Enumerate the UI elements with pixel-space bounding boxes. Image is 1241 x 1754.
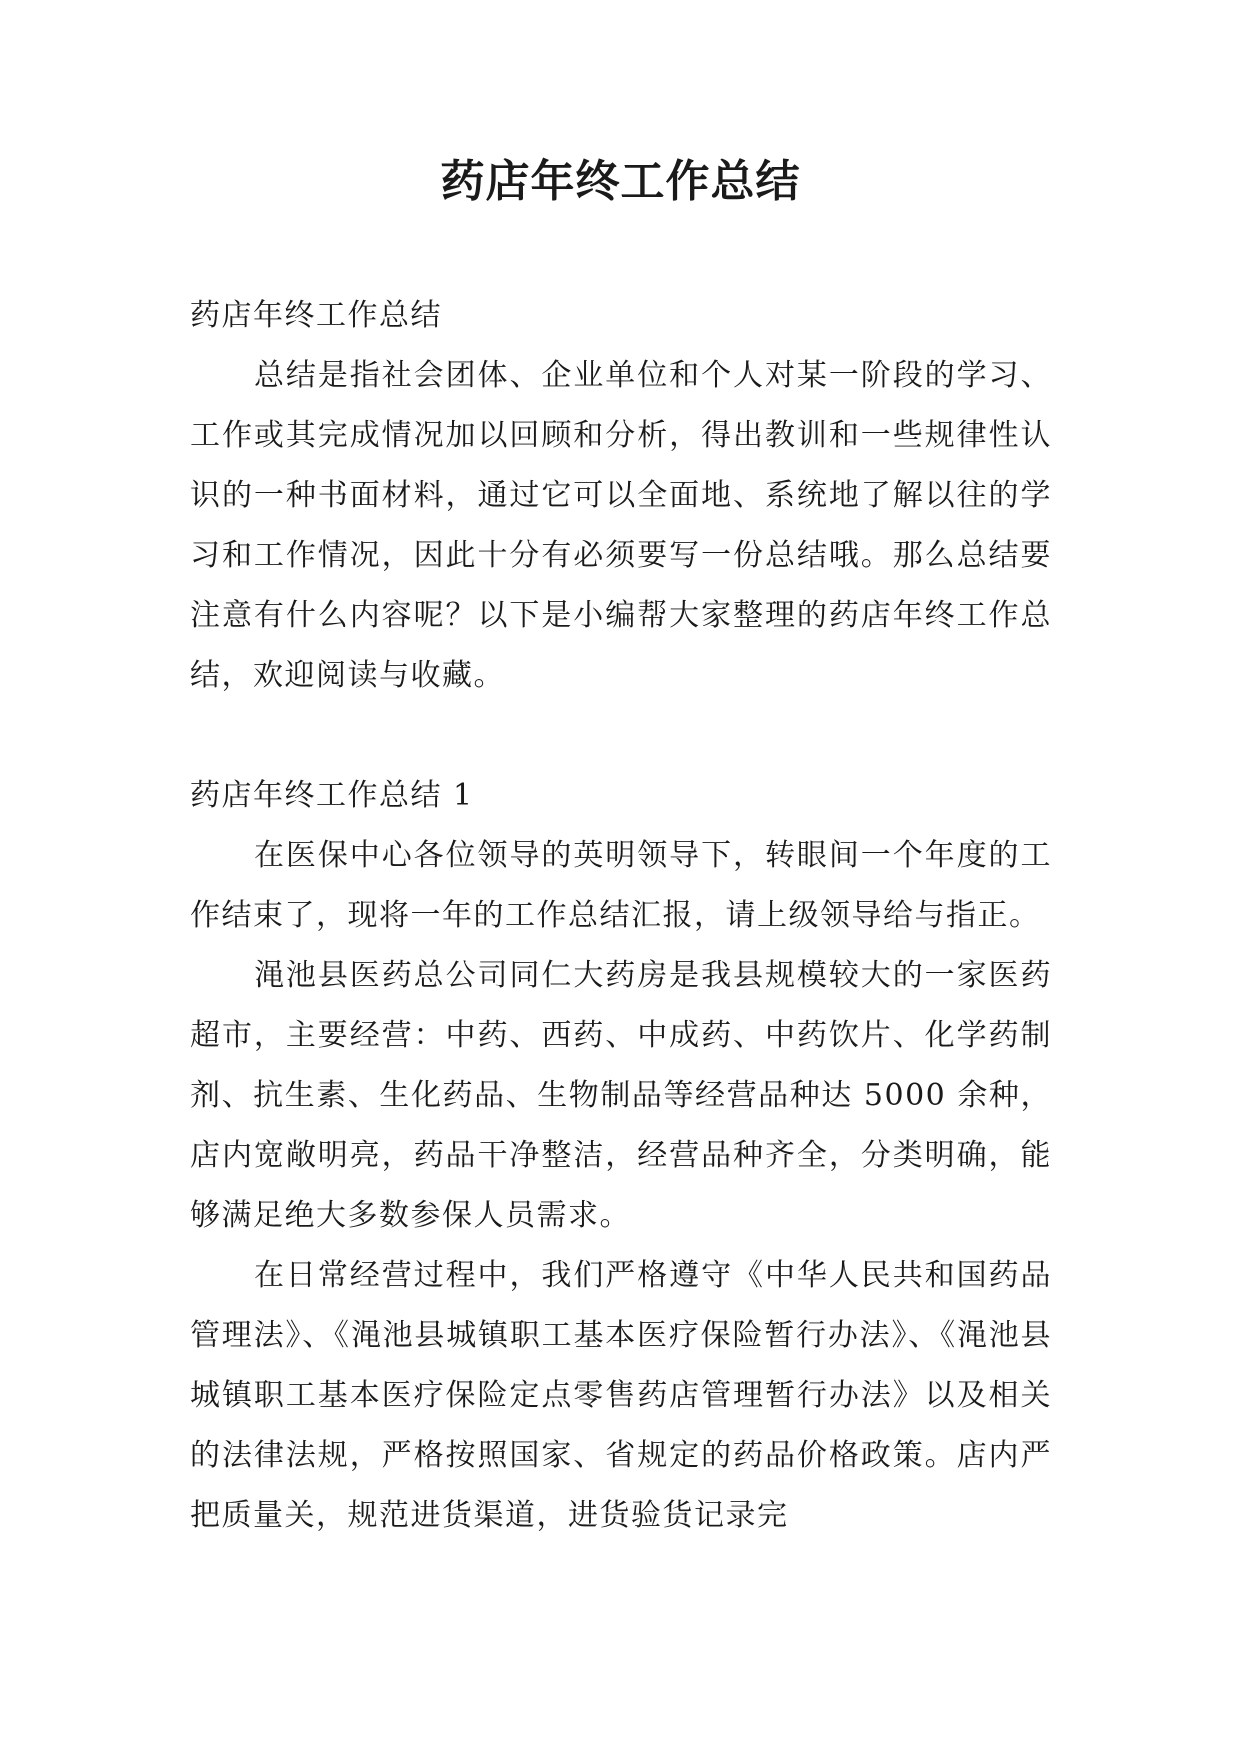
body-paragraph: 在日常经营过程中，我们严格遵守《中华人民共和国药品管理法》、《渑池县城镇职工基本医疗保险暂行办法》、《渑池县城镇职工基本医疗保险定点零售药店管理暂行办法》以及相关的法律法规，严格按照国家、省规定的药品价格政策。店内严把质量关，规范进货渠道，进货验货记录完	[190, 1258, 1052, 1533]
body-paragraph: 在医保中心各位领导的英明领导下，转眼间一个年度的工作结束了，现将一年的工作总结汇报，请上级领导给与指正。	[190, 838, 1052, 933]
section-spacer	[190, 706, 1052, 766]
document-title: 药店年终工作总结	[440, 156, 801, 207]
intro-paragraph: 总结是指社会团体、企业单位和个人对某一阶段的学习、工作或其完成情况加以回顾和分析，得出教训和一些规律性认识的一种书面材料，通过它可以全面地、系统地了解以往的学习和工作情况，因此十分有必须要写一份总结哦。那么总结要注意有什么内容呢？以下是小编帮大家整理的药店年终工作总结，欢迎阅读与收藏。	[190, 358, 1052, 693]
document-body	[190, 286, 1052, 1546]
body-paragraph: 渑池县医药总公司同仁大药房是我县规模较大的一家医药超市，主要经营：中药、西药、中成药、中药饮片、化学药制剂、抗生素、生化药品、生物制品等经营品种达 5000 余种，店内宽敞明亮，药品干净整洁，经营品种齐全，分类明确，能够满足绝大多数参保人员需求。	[190, 958, 1052, 1233]
intro-heading: 药店年终工作总结	[190, 298, 442, 333]
section-heading: 药店年终工作总结 1	[190, 778, 474, 813]
